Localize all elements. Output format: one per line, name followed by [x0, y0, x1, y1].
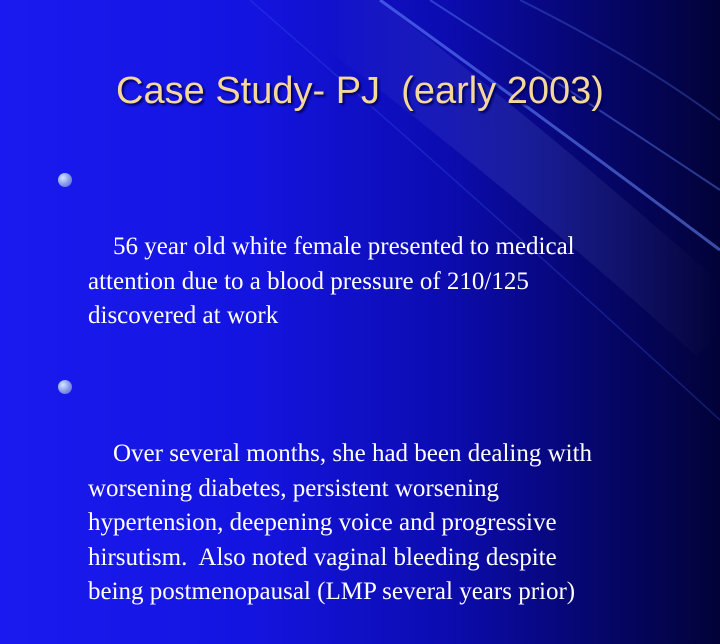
- slide-title: Case Study- PJ (early 2003): [116, 70, 604, 112]
- bullet-item: [88, 368, 688, 644]
- bullet-dot-icon: [58, 173, 72, 187]
- bullet-text: Over several months, she had been dealing with worsening diabetes, persistent worsening hypertension, deepening voice and progressive hirsutism. Also noted vaginal bleeding despite being postmenopausal (LMP several years prior): [88, 440, 593, 605]
- bullet-item: [88, 161, 688, 368]
- bullet-dot-icon: [58, 380, 72, 394]
- bullet-text: 56 year old white female presented to medical attention due to a blood pressure of 210/125 discovered at work: [88, 233, 575, 329]
- bullet-list: [88, 161, 688, 644]
